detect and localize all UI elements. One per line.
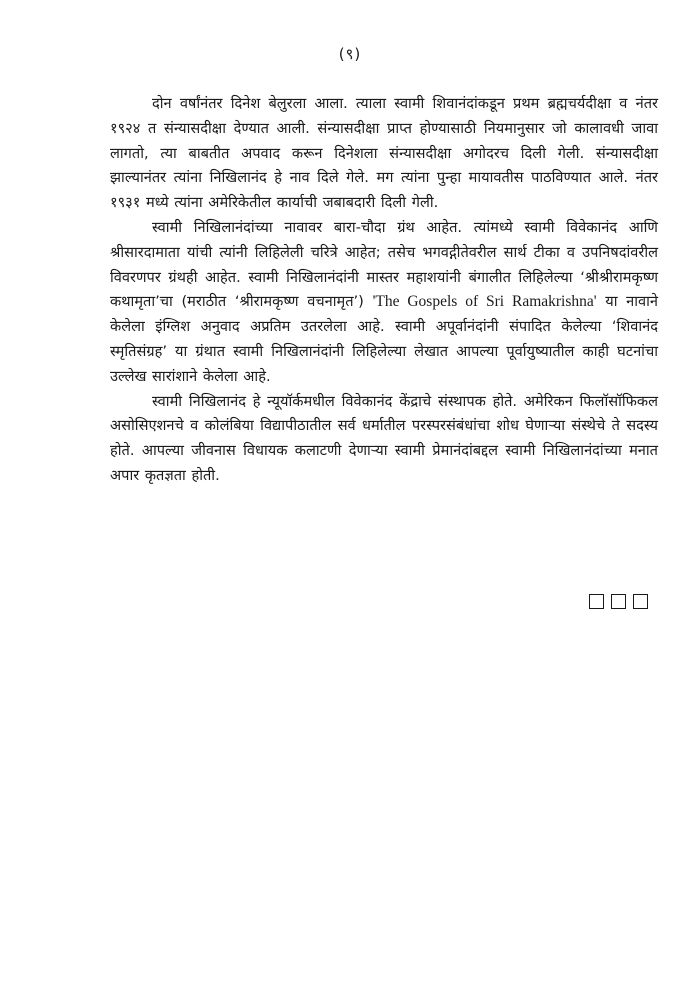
paragraph-3: स्वामी निखिलानंद हे न्यूयॉर्कमधील विवेकानंद केंद्राचे संस्थापक होते. अमेरिकन फिलॉसॉफिकल असोसिएशनचे व कोलंबिया विद्यापीठातील सर्व धर्मातील परस्परसंबंधांचा शोध घेणाऱ्या संस्थेचे ते सदस्य होते. आपल्या जीवनास विधायक कलाटणी देणाऱ्या स्वामी प्रेमानंदांबद्दल स्वामी निखिलानंदांच्या मनात अपार कृतज्ञता होती. (110, 392, 658, 484)
paragraph-2-part-b: या नावाने केलेला इंग्लिश अनुवाद अप्रतिम उतरलेला आहे. स्वामी अपूर्वानंदांनी संपादित केलेल्या ‘शिवानंद स्मृतिसंग्रह’ या ग्रंथात स्वामी निखिलानंदांनी लिहिलेल्या लेखात आपल्या पूर्वायुष्यातील काही घटनांचा उल्लेख सारांशाने केलेला आहे. (110, 293, 659, 385)
english-book-title: 'The Gospels of Sri Ramakrishna' (372, 293, 597, 311)
square-box-icon (589, 594, 604, 609)
paragraph-2-part-a: स्वामी निखिलानंदांच्या नावावर बारा-चौदा ग्रंथ आहेत. त्यांमध्ये स्वामी विवेकानंद आणि श्रीसारदामाता यांची त्यांनी लिहिलेली चरित्रे आहेत; तसेच भगवद्गीतेवरील सार्थ टीका व उपनिषदांवरील विवरणपर ग्रंथही आहेत. स्वामी निखिलानंदांनी मास्तर महाशयांनी बंगालीत लिहिलेल्या ‘श्रीश्रीरामकृष्ण कथामृता’चा (मराठीत ‘श्रीरामकृष्ण वचनामृत’) (110, 218, 658, 311)
paragraph-1: दोन वर्षांनंतर दिनेश बेलुरला आला. त्याला स्वामी शिवानंदांकडून प्रथम ब्रह्मचर्यदीक्षा व नंतर १९२४ त संन्यासदीक्षा देण्यात आली. संन्यासदीक्षा प्राप्त होण्यासाठी नियमानुसार जो कालावधी जावा लागतो, त्या बाबतीत अपवाद करून दिनेशला संन्यासदीक्षा अगोदरच दिली गेली. संन्यासदीक्षा झाल्यानंतर त्यांना निखिलानंद हे नाव दिले गेले. मग त्यांना पुन्हा मायावतीस पाठविण्यात आले. नंतर १९३१ मध्ये त्यांना अमेरिकेतील कार्याची जबाबदारी दिली गेली. (110, 95, 658, 212)
square-box-icon (611, 594, 626, 609)
square-box-icon (633, 594, 648, 609)
page-number: (९) (338, 45, 362, 63)
body-text (110, 92, 658, 489)
end-of-chapter-marks (589, 594, 648, 609)
paragraph-2 (110, 216, 658, 390)
